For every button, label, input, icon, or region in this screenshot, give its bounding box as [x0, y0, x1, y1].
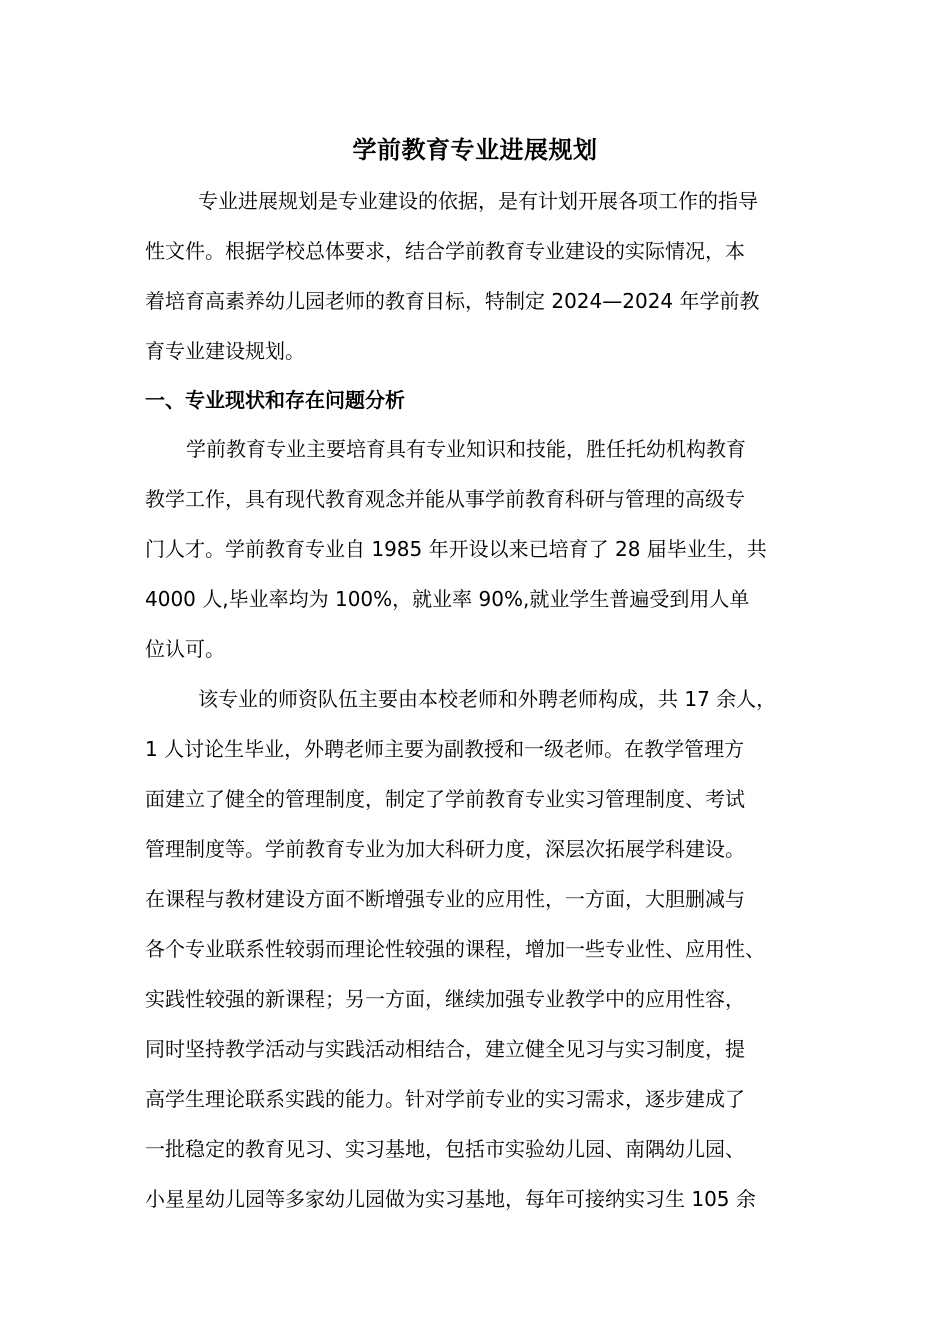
paragraph-line: 同时坚持教学活动与实践活动相结合，建立健全见习与实习制度，提 [145, 1037, 745, 1061]
paragraph-line: 门人才。学前教育专业自 1985 年开设以来已培育了 28 届毕业生，共 [145, 537, 767, 561]
intro-line: 育专业建设规划。 [145, 339, 305, 363]
paragraph-line: 该专业的师资队伍主要由本校老师和外聘老师构成，共 17 余人， [198, 687, 777, 711]
paragraph-line: 位认可。 [145, 637, 225, 661]
paragraph-line: 管理制度等。学前教育专业为加大科研力度，深层次拓展学科建设。 [145, 837, 745, 861]
paragraph-line: 1 人讨论生毕业，外聘老师主要为副教授和一级老师。在教学管理方 [145, 737, 745, 761]
paragraph-line: 面建立了健全的管理制度，制定了学前教育专业实习管理制度、考试 [145, 787, 745, 811]
document-title: 学前教育专业进展规划 [352, 136, 598, 164]
section-heading: 一、专业现状和存在问题分析 [145, 388, 405, 412]
intro-line: 着培育高素养幼儿园老师的教育目标，特制定 2024—2024 年学前教 [145, 289, 760, 313]
paragraph-line: 4000 人,毕业率均为 100%，就业率 90%,就业学生普遍受到用人单 [145, 587, 750, 611]
paragraph-line: 实践性较强的新课程；另一方面，继续加强专业教学中的应用性容， [145, 987, 745, 1011]
paragraph-line: 学前教育专业主要培育具有专业知识和技能，胜任托幼机构教育 [186, 437, 746, 461]
paragraph-line: 一批稳定的教育见习、实习基地，包括市实验幼儿园、南隅幼儿园、 [145, 1137, 745, 1161]
paragraph-line: 教学工作，具有现代教育观念并能从事学前教育科研与管理的高级专 [145, 487, 745, 511]
intro-line: 专业进展规划是专业建设的依据，是有计划开展各项工作的指导 [198, 189, 758, 213]
paragraph-line: 各个专业联系性较弱而理论性较强的课程，增加一些专业性、应用性、 [145, 937, 765, 961]
intro-line: 性文件。根据学校总体要求，结合学前教育专业建设的实际情况，本 [145, 239, 745, 263]
paragraph-line: 在课程与教材建设方面不断增强专业的应用性，一方面，大胆删减与 [145, 887, 745, 911]
paragraph-line: 高学生理论联系实践的能力。针对学前专业的实习需求，逐步建成了 [145, 1087, 745, 1111]
paragraph-line: 小星星幼儿园等多家幼儿园做为实习基地，每年可接纳实习生 105 余 [145, 1187, 756, 1211]
